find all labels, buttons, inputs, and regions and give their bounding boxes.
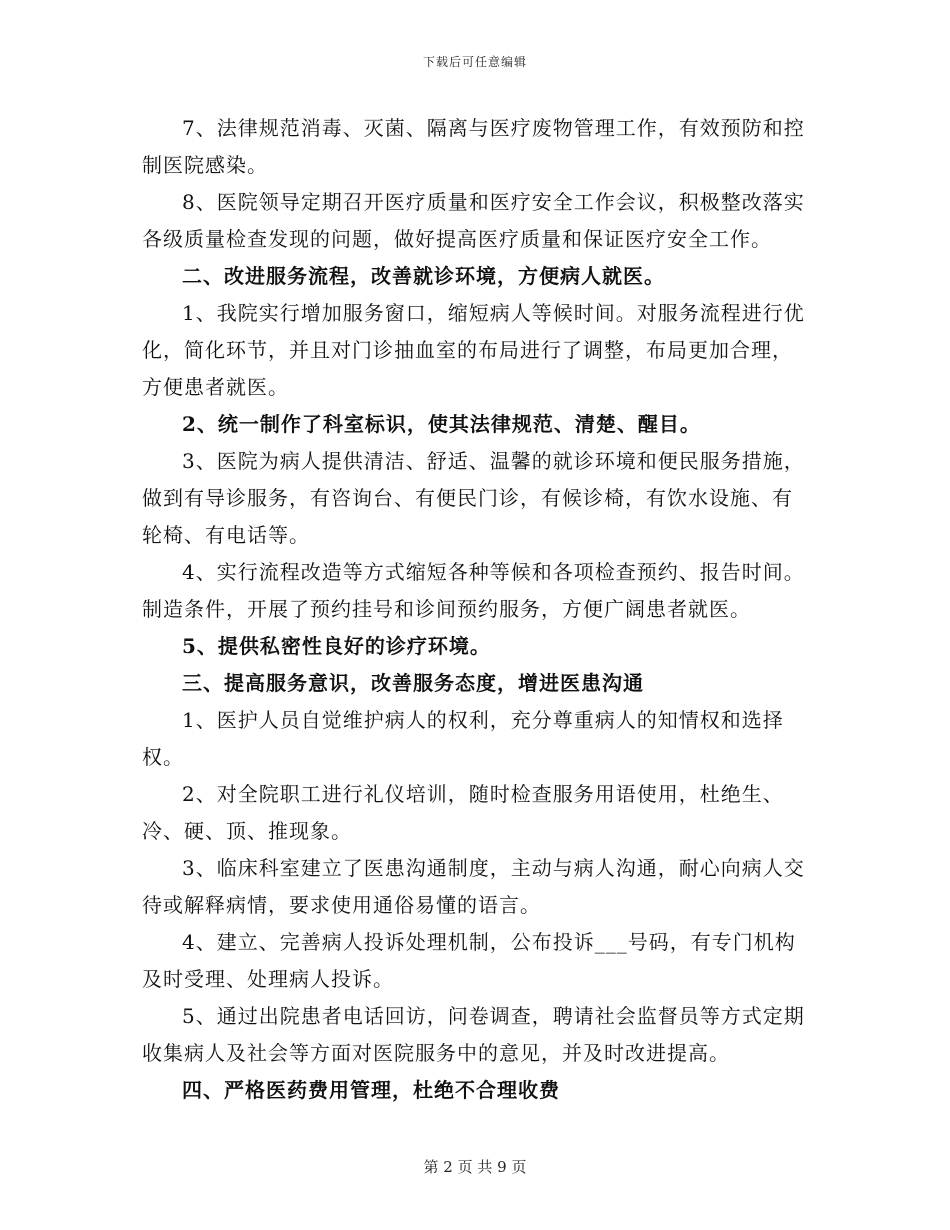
- section-heading: 三、提高服务意识，改善服务态度，增进医患沟通: [182, 671, 644, 695]
- section-heading: 二、改进服务流程，改善就诊环境，方便病人就医。: [182, 264, 665, 288]
- page-footer: 第 2 页 共 9 页: [423, 1158, 527, 1176]
- paragraph: 4、实行流程改造等方式缩短各种等候和各项检查预约、报告时间。制造条件，开展了预约挂号和诊间预约服务，方便广阔患者就医。: [142, 560, 805, 621]
- section-heading: 四、严格医药费用管理，杜绝不合理收费: [182, 1078, 560, 1102]
- paragraph-bold: 2、统一制作了科室标识，使其法律规范、清楚、醒目。: [182, 412, 701, 436]
- paragraph: 1、医护人员自觉维护病人的权利，充分尊重病人的知情权和选择权。: [142, 708, 784, 769]
- paragraph: 3、临床科室建立了医患沟通制度，主动与病人沟通，耐心向病人交待或解释病情，要求使用通俗易懂的语言。: [142, 856, 805, 917]
- paragraph: 7、法律规范消毒、灭菌、隔离与医疗废物管理工作，有效预防和控制医院感染。: [142, 116, 805, 177]
- paragraph: 1、我院实行增加服务窗口，缩短病人等候时间。对服务流程进行优化，简化环节，并且对门诊抽血室的布局进行了调整，布局更加合理，方便患者就医。: [142, 301, 805, 399]
- document-body: [142, 110, 812, 1109]
- paragraph: 2、对全院职工进行礼仪培训，随时检查服务用语使用，杜绝生、冷、硬、顶、推现象。: [142, 782, 784, 843]
- paragraph: 3、医院为病人提供清洁、舒适、温馨的就诊环境和便民服务措施，做到有导诊服务，有咨询台、有便民门诊，有候诊椅，有饮水设施、有轮椅、有电话等。: [142, 449, 805, 547]
- paragraph: 5、通过出院患者电话回访，问卷调查，聘请社会监督员等方式定期收集病人及社会等方面对医院服务中的意见，并及时改进提高。: [142, 1004, 805, 1065]
- paragraph: 4、建立、完善病人投诉处理机制，公布投诉___号码，有专门机构及时受理、处理病人投诉。: [142, 930, 796, 991]
- paragraph: 8、医院领导定期召开医疗质量和医疗安全工作会议，积极整改落实各级质量检查发现的问题，做好提高医疗质量和保证医疗安全工作。: [142, 190, 805, 251]
- page-header: 下载后可任意编辑: [422, 55, 527, 69]
- paragraph-bold: 5、提供私密性良好的诊疗环境。: [182, 634, 491, 658]
